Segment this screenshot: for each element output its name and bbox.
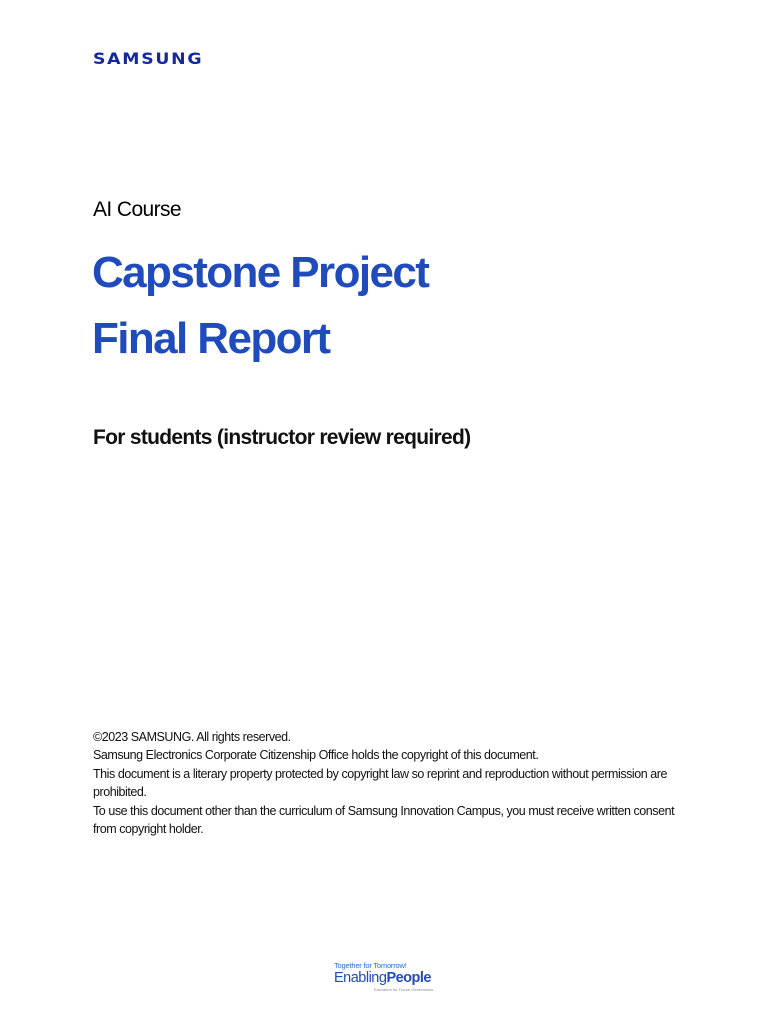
copyright-line-1: ©2023 SAMSUNG. All rights reserved. — [93, 730, 291, 744]
copyright-notice — [93, 728, 683, 838]
copyright-line-2: Samsung Electronics Corporate Citizenship Office holds the copyright of this document. — [93, 748, 539, 763]
samsung-logo: SAMSUNG — [93, 49, 204, 68]
footer-brand — [334, 970, 444, 987]
footer-brand-bold: People — [386, 970, 431, 986]
audience-note: For students (instructor review required) — [93, 426, 471, 449]
copyright-line-4: To use this document other than the curriculum of Samsung Innovation Campus, you must receive written consent from copyright holder. — [93, 803, 675, 837]
report-title — [92, 240, 428, 372]
copyright-line-3: This document is a literary property protected by copyright law so reprint and reproduction without permission are prohibited. — [93, 766, 667, 800]
enabling-people-logo — [334, 961, 444, 993]
course-label: AI Course — [93, 198, 181, 221]
title-line-1: Capstone Project — [92, 248, 429, 297]
footer-tagline: Together for Tomorrow! — [334, 961, 407, 970]
footer-brand-light: Enabling — [334, 970, 387, 986]
title-line-2: Final Report — [92, 314, 330, 363]
footer-subtitle: Education for Future Generations — [374, 987, 434, 992]
